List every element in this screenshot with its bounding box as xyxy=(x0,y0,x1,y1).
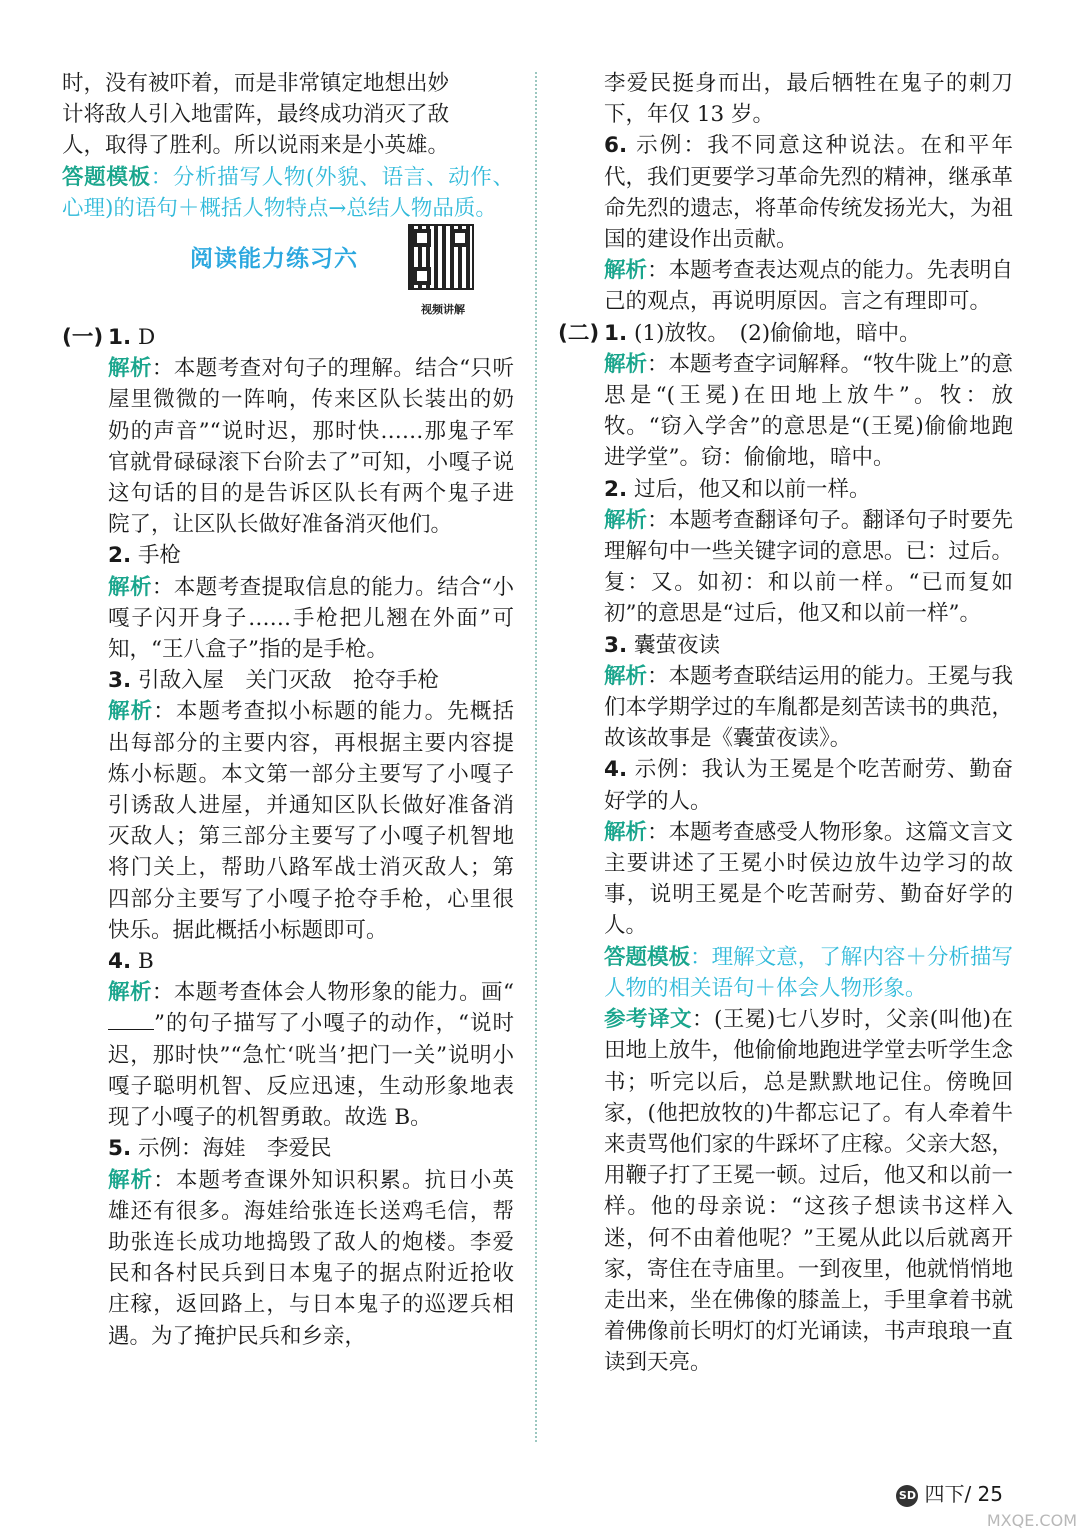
part-label: (二) xyxy=(558,320,600,346)
answer-template xyxy=(62,162,514,224)
column-divider xyxy=(535,72,537,1442)
part-two-q2-answer: 2. 过后，他又和以前一样。 xyxy=(604,476,871,502)
question-2-analysis: 解析：本题考查提取信息的能力。结合“小嘎子闪开身子……手枪把儿翘在外面”可知，“王八盒子”指的是手枪。 xyxy=(108,574,514,663)
part-two-q3-answer: 3. 囊萤夜读 xyxy=(604,632,720,658)
left-column xyxy=(62,68,514,1352)
page-footer xyxy=(896,1478,1003,1507)
part-two-q2-analysis: 解析：本题考查翻译句子。翻译句子时要先理解句中一些关键字词的意思。已：过后。复：又。如初：和以前一样。“已而复如初”的意思是“过后，他又和以前一样”。 xyxy=(604,507,1013,627)
watermark: MXQE.COM xyxy=(986,1511,1077,1530)
continued-text-line: 计将敌人引入地雷阵，最终成功消灭了敌 xyxy=(62,102,450,128)
part-two-q3-analysis: 解析：本题考查联结运用的能力。王冕与我们本学期学过的车胤都是刻苦读书的典范，故该故事是《囊萤夜读》。 xyxy=(604,663,1013,752)
question-4-analysis: 解析：本题考查体会人物形象的能力。画“”的句子描写了小嘎子的动作，“说时迟，那时快”“急忙‘咣当’把门一关”说明小嘎子聪明机智、反应迅速，生动形象地表现了小嘎子的机智勇敢。故选 B。 xyxy=(108,980,514,1131)
continued-text-line: 人，取得了胜利。所以说雨来是小英雄。 xyxy=(62,133,450,159)
qr-code-icon[interactable] xyxy=(408,224,474,290)
right-column xyxy=(558,68,1013,1379)
page-number: 四下/ 25 xyxy=(924,1482,1003,1506)
part-two-q1-answer: (二) 1. (1)放牧。 (2)偷偷地，暗中。 xyxy=(604,318,1013,349)
question-1-analysis: 解析：本题考查对句子的理解。结合“只听屋里微微的一阵响，传来区队长装出的奶奶的声音”“说时迟，那时快……那鬼子军官就骨碌碌滚下台阶去了”可知，小嘎子说这句话的目的是告诉区队长有两个鬼子进院了，让区队长做好准备消灭他们。 xyxy=(108,356,514,538)
answer-template: 答题模板：理解文意，了解内容＋分析描写人物的相关语句＋体会人物形象。 xyxy=(604,944,1013,1001)
part-one-continued xyxy=(558,68,1013,1379)
part-label: (一) xyxy=(62,325,104,351)
question-5-analysis: 解析：本题考查课外知识积累。抗日小英雄还有很多。海娃给张连长送鸡毛信，帮助张连长成功地捣毁了敌人的炮楼。李爱民和各村民兵到日本鬼子的据点附近抢收庄稼，返回路上，与日本鬼子的巡逻兵相遇。为了掩护民兵和乡亲， xyxy=(108,1167,514,1349)
template-tag: 答题模板 xyxy=(62,164,151,190)
continued-text: 李爱民挺身而出，最后牺牲在鬼子的刺刀下，年仅 13 岁。 xyxy=(604,71,1013,128)
question-4-answer: 4. B xyxy=(108,949,154,975)
reference-translation: 参考译文：(王冕)七八岁时，父亲(叫他)在田地上放牛，他偷偷地跑进学堂去听学生念书；听完以后，总是默默地记住。傍晚回家，(他把放牧的)牛都忘记了。有人牵着牛来责骂他们家的牛踩坏了庄稼。父亲大怒，用鞭子打了王冕一顿。过后，他又和以前一样。他的母亲说：“这孩子想读书这样入迷，何不由着他呢？”王冕从此以后就离开家，寄住在寺庙里。一到夜里，他就悄悄地走出来，坐在佛像的膝盖上，手里拿着书就着佛像前长明灯的灯光诵读，书声琅琅一直读到天亮。 xyxy=(604,1007,1013,1376)
part-two-q4-answer: 4. 示例：我认为王冕是个吃苦耐劳、勤奋好学的人。 xyxy=(604,757,1013,814)
underline-blank xyxy=(108,1011,154,1030)
question-6-answer: 6. 示例：我不同意这种说法。在和平年代，我们更要学习革命先烈的精神，继承革命先烈的遗志，将革命传统发扬光大，为祖国的建设作出贡献。 xyxy=(604,133,1013,253)
sd-badge-icon: SD xyxy=(896,1485,918,1507)
part-two-q1-analysis: 解析：本题考查字词解释。“牧牛陇上”的意思是“(王冕)在田地上放牛”。牧：放牧。“窃入学舍”的意思是“(王冕)偷偷地跑进学堂”。窃：偷偷地，暗中。 xyxy=(604,351,1014,471)
question-6-analysis: 解析：本题考查表达观点的能力。先表明自己的观点，再说明原因。言之有理即可。 xyxy=(604,258,1013,315)
question-2-answer: 2. 手枪 xyxy=(108,543,181,569)
part-one xyxy=(62,322,514,1352)
qr-label: 视频讲解 xyxy=(421,303,465,317)
question-3-answer: 3. 引敌入屋 关门灭敌 抢夺手枪 xyxy=(108,668,439,694)
question-3-analysis: 解析：本题考查拟小标题的能力。先概括出每部分的主要内容，再根据主要内容提炼小标题。本文第一部分主要写了小嘎子引诱敌人进屋，并通知区队长做好准备消灭敌人；第三部分主要写了小嘎子机智地将门关上，帮助八路军战士消灭敌人；第四部分主要写了小嘎子抢夺手枪，心里很快乐。据此概括小标题即可。 xyxy=(108,699,514,943)
continued-text-line: 时，没有被吓着，而是非常镇定地想出妙 xyxy=(62,71,450,96)
question-5-answer: 5. 示例：海娃 李爱民 xyxy=(108,1136,332,1162)
question-1-answer: (一) 1. D xyxy=(108,322,514,353)
section-title: 阅读能力练习六 xyxy=(190,246,358,273)
section-header xyxy=(62,224,514,322)
part-two-q4-analysis: 解析：本题考查感受人物形象。这篇文言文主要讲述了王冕小时侯边放牛边学习的故事，说明王冕是个吃苦耐劳、勤奋好学的人。 xyxy=(604,819,1013,939)
template-text: ：分析描写人物(外貌、语言、动作、心理)的语句＋概括人物特点→总结人物品质。 xyxy=(62,164,514,221)
